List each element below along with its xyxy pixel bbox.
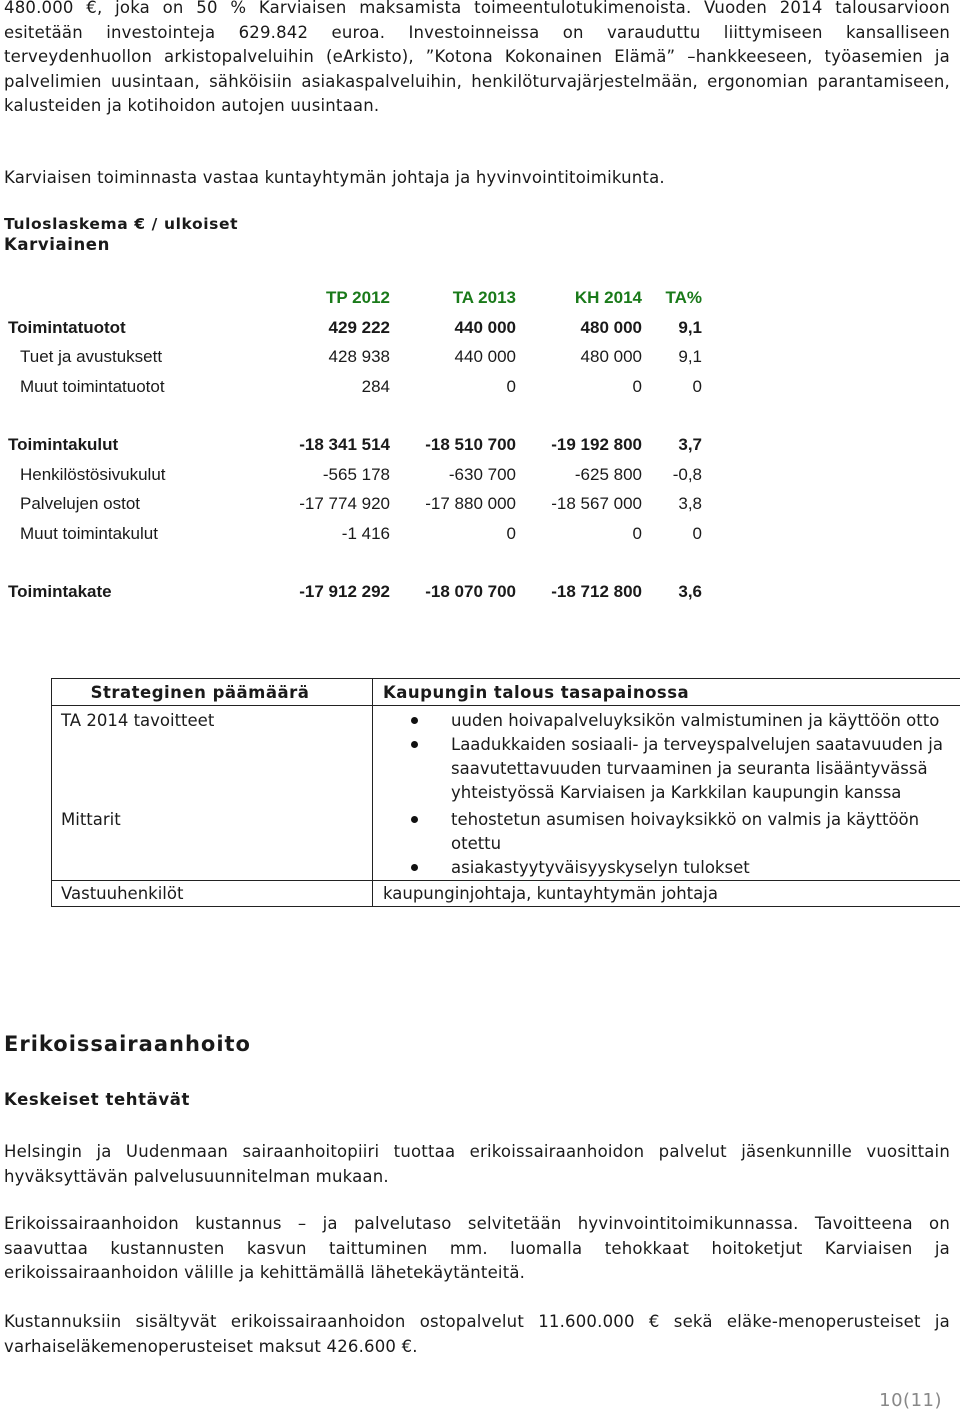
list-item: uuden hoivapalveluyksikön valmistuminen ja käyttöön otto bbox=[383, 709, 960, 733]
responsible-label: Vastuuhenkilöt bbox=[52, 881, 373, 907]
specialist-care-paragraph: Kustannuksiin sisältyvät erikoissairaanhoidon ostopalvelut 11.600.000 € sekä eläke-menoperusteiset ja varhaiseläkemenoperusteiset maksut 426.600 €. bbox=[4, 1312, 950, 1356]
cell-value: 0 bbox=[692, 523, 702, 543]
page-number: 10(11) bbox=[879, 1390, 942, 1411]
row-label: Muut toimintatuotot bbox=[20, 376, 165, 396]
income-statement-subheading: Karviainen bbox=[4, 235, 110, 254]
cell-value: 0 bbox=[506, 523, 516, 543]
cell-value: -18 510 700 bbox=[425, 435, 516, 454]
section-subtitle: Keskeiset tehtävät bbox=[4, 1090, 190, 1109]
table-row bbox=[8, 373, 708, 403]
metrics-list bbox=[383, 808, 960, 880]
goal-value: Kaupungin talous tasapainossa bbox=[373, 679, 960, 706]
table-row bbox=[8, 431, 708, 461]
specialist-care-paragraph: Erikoissairaanhoidon kustannus – ja palvelutaso selvitetään hyvinvointitoimikunnassa. Tavoitteena on saavuttaa kustannusten kasvun taittuminen mm. luomalla tehokkaat hoitoketjut Karviaisen ja erikoissairaanhoidon välille ja kehittämällä lähetekäytänteitä. bbox=[4, 1214, 950, 1282]
table-row bbox=[8, 461, 708, 491]
strategy-metrics-row bbox=[52, 805, 960, 881]
table-spacer bbox=[8, 549, 708, 578]
row-label: Toimintakulut bbox=[8, 435, 119, 454]
strategy-goal-row bbox=[52, 679, 960, 706]
cell-value: 9,1 bbox=[678, 347, 702, 366]
list-item: asiakastyytyväisyyskyselyn tulokset bbox=[383, 856, 960, 880]
cell-value: -19 192 800 bbox=[551, 435, 642, 454]
strategy-targets-row bbox=[52, 706, 960, 806]
cell-value: 0 bbox=[506, 376, 516, 396]
list-item: tehostetun asumisen hoivayksikkö on valmis ja käyttöön otettu bbox=[383, 808, 960, 856]
metrics-label: Mittarit bbox=[52, 805, 373, 881]
cell-value: 440 000 bbox=[454, 347, 516, 366]
cell-value: -17 912 292 bbox=[299, 582, 390, 601]
cell-value: -0,8 bbox=[672, 464, 702, 484]
row-label: Tuet ja avustuksett bbox=[20, 347, 163, 366]
intro-paragraph: 480.000 €, joka on 50 % Karviaisen maksamista toimeentulotukimenoista. Vuoden 2014 talousarvioon esitetään investointeja 629.842 euroa. Investoinneissa on varauduttu liittymiseen kansalliseen terveydenhuollon arkistopalveluihin (eArkisto), ”Kotona Kokonainen Elämä” –hankkeeseen, työasemien ja palvelimien uusintaan, sähköisiin asiakaspalveluihin, henkilöturvajärjestelmään, ergonomian parantamiseen, kalusteiden ja kotihoidon autojen uusintaan. bbox=[4, 0, 950, 115]
cell-value: 0 bbox=[632, 376, 642, 396]
cell-value: -18 070 700 bbox=[425, 582, 516, 601]
income-statement-heading: Tuloslaskema € / ulkoiset bbox=[4, 215, 239, 233]
table-header-row bbox=[8, 284, 708, 314]
row-label: Palvelujen ostot bbox=[20, 494, 141, 513]
table-row bbox=[8, 314, 708, 344]
targets-label: TA 2014 tavoitteet bbox=[52, 706, 373, 806]
row-label: Muut toimintakulut bbox=[20, 523, 158, 543]
strategy-responsible-row bbox=[52, 881, 960, 907]
responsible-value: kaupunginjohtaja, kuntayhtymän johtaja bbox=[373, 881, 960, 907]
cell-value: 480 000 bbox=[580, 347, 642, 366]
income-statement-table bbox=[8, 284, 708, 608]
responsibility-paragraph: Karviaisen toiminnasta vastaa kuntayhtymän johtaja ja hyvinvointitoimikunta. bbox=[4, 168, 665, 187]
list-item: Laadukkaiden sosiaali- ja terveyspalvelujen saatavuuden ja saavutettavuuden turvaaminen ja seuranta lisääntyvässä yhteistyössä Karviaisen ja Karkkilan kaupungin kanssa bbox=[383, 733, 960, 805]
cell-value: 428 938 bbox=[328, 347, 390, 366]
cell-value: 3,8 bbox=[678, 494, 702, 513]
cell-value: 0 bbox=[632, 523, 642, 543]
targets-list bbox=[383, 709, 960, 805]
cell-value: 0 bbox=[692, 376, 702, 396]
cell-value: -18 712 800 bbox=[551, 582, 642, 601]
table-row bbox=[8, 490, 708, 520]
cell-value: -17 880 000 bbox=[425, 494, 516, 513]
column-header: TA 2013 bbox=[452, 288, 516, 307]
cell-value: -625 800 bbox=[574, 464, 642, 484]
cell-value: 9,1 bbox=[678, 317, 702, 337]
cell-value: -18 567 000 bbox=[551, 494, 642, 513]
row-label: Toimintatuotot bbox=[8, 317, 126, 337]
cell-value: -1 416 bbox=[341, 523, 390, 543]
goal-label: Strateginen päämäärä bbox=[52, 679, 373, 706]
table-spacer bbox=[8, 402, 708, 431]
cell-value: -630 700 bbox=[448, 464, 516, 484]
cell-value: 3,6 bbox=[678, 582, 702, 601]
cell-value: 429 222 bbox=[328, 317, 390, 337]
cell-value: -565 178 bbox=[322, 464, 390, 484]
cell-value: 440 000 bbox=[454, 317, 516, 337]
strategy-table bbox=[51, 678, 960, 907]
cell-value: -17 774 920 bbox=[299, 494, 390, 513]
section-title: Erikoissairaanhoito bbox=[4, 1032, 251, 1056]
cell-value: 284 bbox=[361, 376, 390, 396]
column-header: KH 2014 bbox=[574, 288, 642, 307]
table-row bbox=[8, 520, 708, 550]
cell-value: 480 000 bbox=[580, 317, 642, 337]
column-header: TP 2012 bbox=[326, 288, 390, 307]
table-row bbox=[8, 343, 708, 373]
table-row bbox=[8, 578, 708, 608]
cell-value: -18 341 514 bbox=[299, 435, 390, 454]
column-header: TA% bbox=[665, 288, 702, 307]
row-label: Toimintakate bbox=[8, 582, 112, 601]
specialist-care-paragraph: Helsingin ja Uudenmaan sairaanhoitopiiri tuottaa erikoissairaanhoidon palvelut jäsenkunnille vuosittain hyväksyttävän palvelusuunnitelman mukaan. bbox=[4, 1142, 950, 1186]
row-label: Henkilöstösivukulut bbox=[20, 464, 166, 484]
cell-value: 3,7 bbox=[678, 435, 702, 454]
